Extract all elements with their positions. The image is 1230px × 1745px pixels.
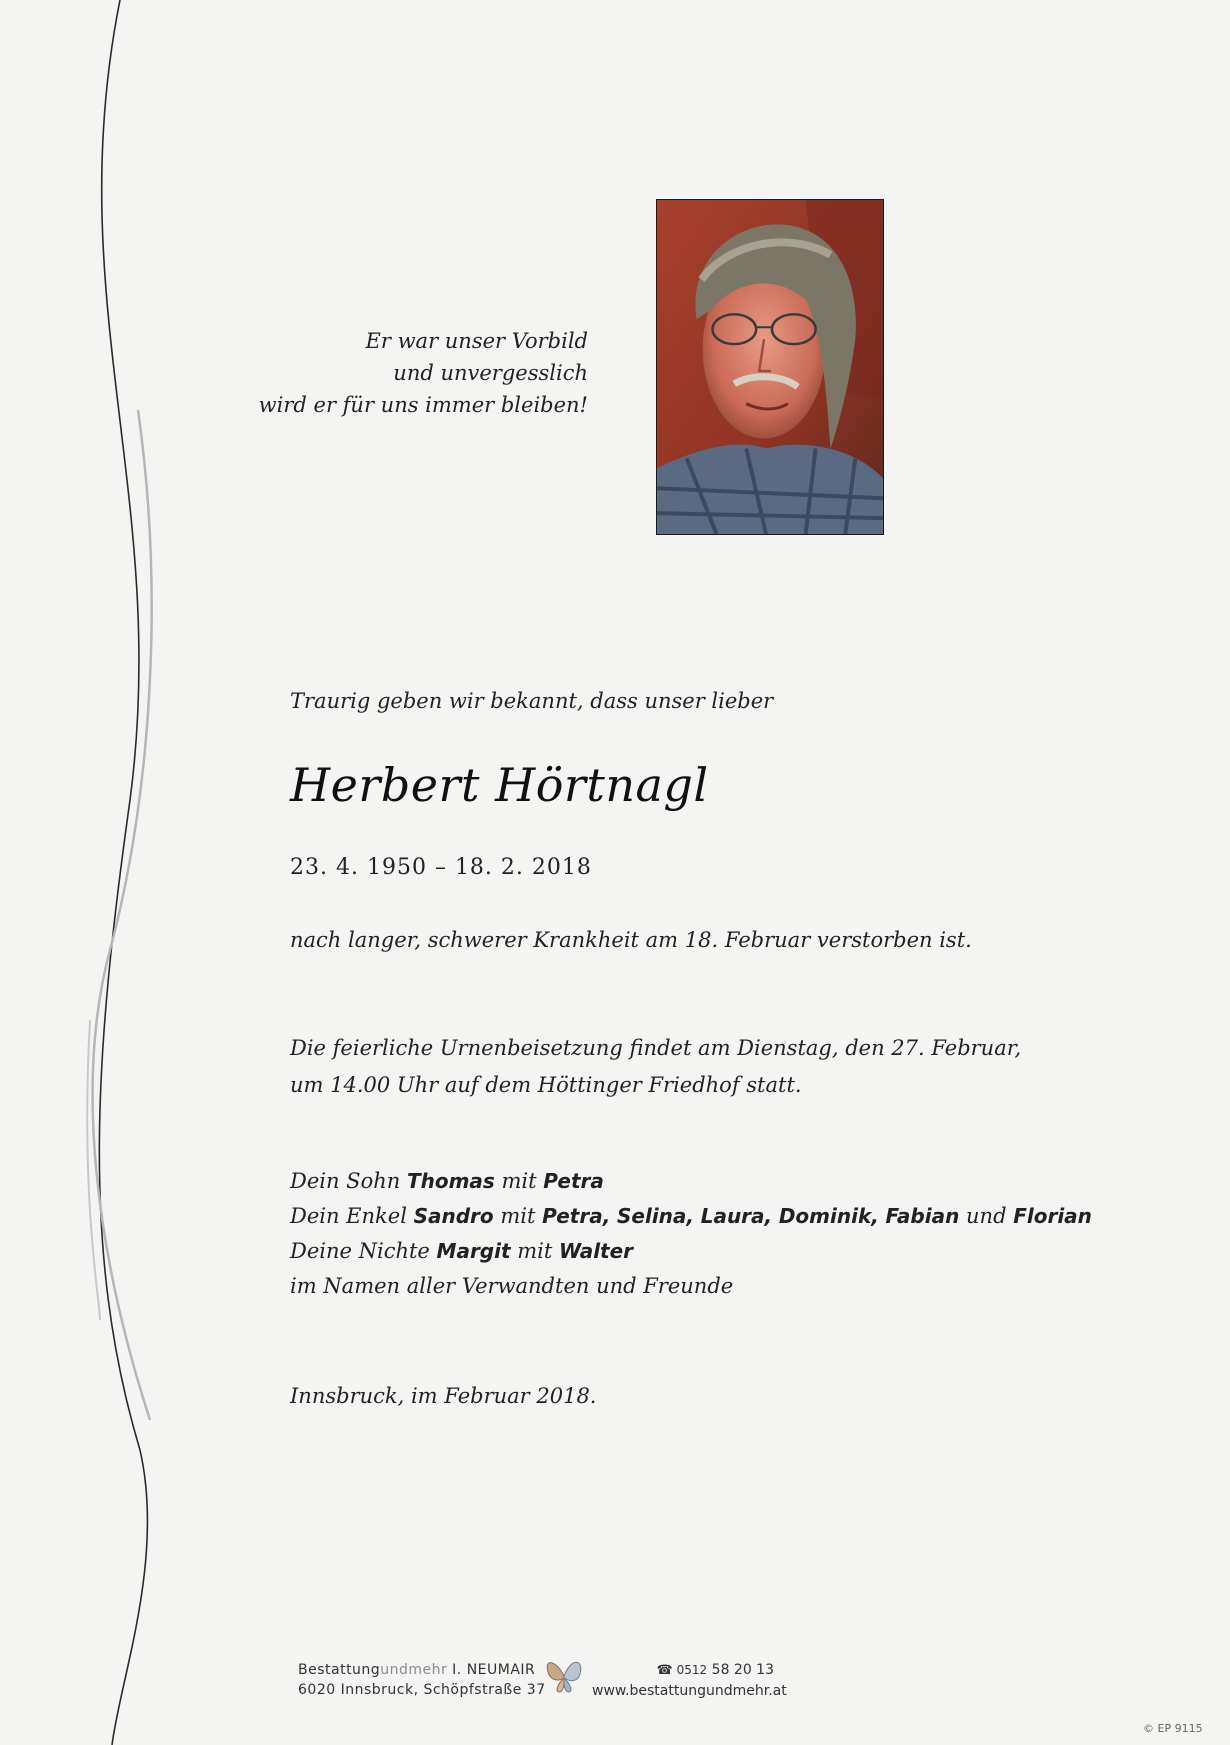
document-code: © EP 9115 xyxy=(1143,1722,1203,1735)
portrait-photo xyxy=(656,199,884,535)
connector: und xyxy=(966,1204,1007,1228)
relation-label: Dein Sohn xyxy=(290,1169,401,1193)
website-link[interactable]: www.bestattungundmehr.at xyxy=(592,1683,787,1699)
family-line-niece xyxy=(290,1234,1092,1269)
family-signatures xyxy=(290,1164,1092,1304)
passing-text: nach langer, schwerer Krankheit am 18. Februar verstorben ist. xyxy=(290,928,972,952)
funeral-home-address: 6020 Innsbruck, Schöpfstraße 37 xyxy=(298,1682,546,1698)
motto-quote xyxy=(240,325,588,421)
family-name: Florian xyxy=(1013,1204,1092,1228)
family-name: Margit xyxy=(436,1239,511,1263)
funeral-home-info xyxy=(298,1660,546,1700)
ceremony-info xyxy=(290,1030,1021,1104)
relation-label: Deine Nichte xyxy=(290,1239,430,1263)
ceremony-line: Die feierliche Urnenbeisetzung findet am Dienstag, den 27. Februar, xyxy=(290,1036,1022,1060)
phone-number: ☎ 0512 58 20 13 xyxy=(592,1660,774,1681)
family-name: Fabian xyxy=(885,1204,960,1228)
ceremony-line: um 14.00 Uhr auf dem Höttinger Friedhof statt. xyxy=(290,1073,802,1097)
family-line-son xyxy=(290,1164,1092,1199)
family-name: Laura, xyxy=(700,1204,773,1228)
motto-line: Er war unser Vorbild xyxy=(365,329,588,353)
family-name: Petra xyxy=(543,1169,604,1193)
family-name: Selina, xyxy=(617,1204,695,1228)
family-line-grandchild xyxy=(290,1199,1092,1234)
motto-line: und unvergesslich xyxy=(393,361,588,385)
inner-wave-line xyxy=(93,410,152,1420)
connector: mit xyxy=(501,1169,537,1193)
life-dates: 23. 4. 1950 – 18. 2. 2018 xyxy=(290,855,592,880)
closing-place-date: Innsbruck, im Februar 2018. xyxy=(290,1384,597,1408)
intro-text: Traurig geben wir bekannt, dass unser lieber xyxy=(290,689,774,713)
family-name: Petra, xyxy=(542,1204,611,1228)
family-name: Sandro xyxy=(413,1204,494,1228)
butterfly-logo-icon xyxy=(542,1654,586,1696)
family-name: Walter xyxy=(559,1239,634,1263)
family-name: Thomas xyxy=(406,1169,495,1193)
funeral-home-name: Bestattungundmehr I. NEUMAIR xyxy=(298,1662,536,1678)
family-line-all: im Namen aller Verwandten und Freunde xyxy=(290,1274,734,1298)
relation-label: Dein Enkel xyxy=(290,1204,407,1228)
motto-line: wird er für uns immer bleiben! xyxy=(258,393,588,417)
phone-icon: ☎ xyxy=(656,1663,673,1678)
outer-wave-line xyxy=(99,0,147,1745)
deceased-name: Herbert Hörtnagl xyxy=(290,758,709,812)
connector: mit xyxy=(500,1204,536,1228)
connector: mit xyxy=(517,1239,553,1263)
family-name: Dominik, xyxy=(778,1204,879,1228)
contact-info xyxy=(592,1660,787,1701)
